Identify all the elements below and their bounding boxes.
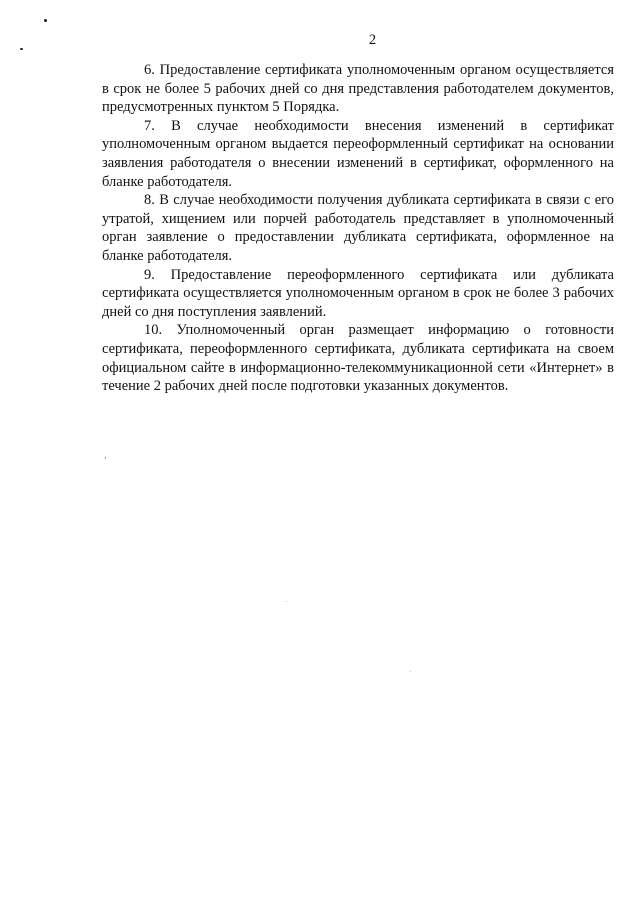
page-number: 2 (368, 32, 377, 48)
scan-speck (410, 671, 411, 672)
paragraph-6: 6. Предоставление сертификата уполномоченным органом осуществляется в срок не более 5 рабочих дней со дня представления работодателем документов, предусмотренных пунктом 5 Порядка. (102, 62, 614, 116)
paragraph-7: 7. В случае необходимости внесения изменений в сертификат уполномоченным органом выдается переоформленный сертификат на основании заявления работодателя о внесении изменений в сертификат, оформленного на бланке работодателя. (102, 117, 614, 190)
paragraph-10: 10. Уполномоченный орган размещает информацию о готовности сертификата, переоформленного сертификата, дубликата сертификата на своем официальном сайте в информационно-телекоммуникационной сети «Интернет» в течение 2 рабочих дней после подготовки указанных документов. (102, 322, 614, 395)
scan-speck (286, 601, 287, 602)
document-body (102, 61, 614, 396)
scan-speck (44, 19, 47, 22)
scan-speck (105, 457, 106, 459)
paragraph-9: 9. Предоставление переоформленного сертификата или дубликата сертификата осуществляется уполномоченным органом в срок не более 3 рабочих дней со дня поступления заявлений. (102, 266, 614, 320)
paragraph-8: 8. В случае необходимости получения дубликата сертификата в связи с его утратой, хищением или порчей работодатель представляет в уполномоченный орган заявление о предоставлении дубликата сертификата, оформленное на бланке работодателя. (102, 192, 614, 264)
